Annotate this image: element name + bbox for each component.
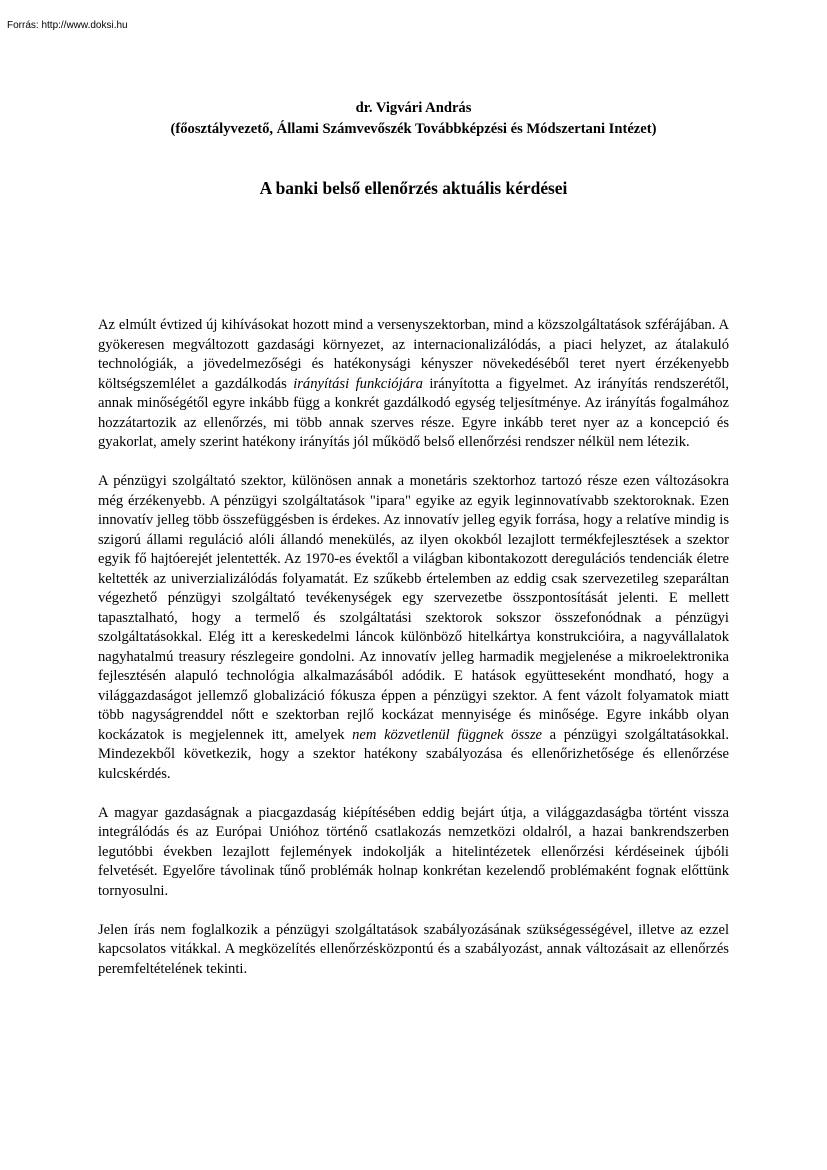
author-block — [0, 98, 827, 140]
paragraph — [98, 316, 729, 453]
author-affiliation: (főosztályvezető, Állami Számvevőszék Továbbképzési és Módszertani Intézet) — [170, 121, 657, 137]
paragraph — [98, 804, 729, 902]
paragraph-text: Jelen írás nem foglalkozik a pénzügyi szolgáltatások szabályozásának szükségességével, illetve az ezzel kapcsolatos vitákkal. A megközelítés ellenőrzésközpontú és a szabályozást, annak változásait az ellenőrzés peremfeltételének tekinti. — [98, 921, 729, 977]
paragraph-text: A pénzügyi szolgáltató szektor, különösen annak a monetáris szektorhoz tartozó része ezen változásokra még érzékenyebb. A pénzügyi szolgáltatások "ipara" egyike az egyik leginnovatívabb szektoroknak. Ezen innovatív jelleg több összefüggésben is érdekes. Az innovatív jelleg egyik forrása, hogy a relatíve mindig is szigorú állami reguláció alóli állandó menekülés, az ilyen okokból lezajlott termékfejlesztések a szektor egyik fő hajtóerejét jelentették. Az 1970-es évektől a világban kibontakozott deregulációs tendenciák életre keltették az univerzializálódás folyamatát. Ez szűkebb értelemben az eddig csak szervezetileg szeparáltan végezhető pénzügyi szolgáltató tevékenységek egy szervezetbe összpontosítását jelenti. E mellett tapasztalható, hogy a termelő és szolgáltatási szektorok sokszor összefonódnak a pénzügyi szolgáltatásokkal. Elég itt a kereskedelmi láncok különböző hitelkártya konstrukcióira, a nagyvállalatok nagyhatalmú treasury részlegeire gondolni. Az innovatív jelleg harmadik megjelenése a mikroelektronika fejlesztésén alapuló technológia alkalmazásából adódik. E hatások együtteseként mondható, hogy a világgazdaságot jellemző globalizáció fókusza éppen a pénzügyi szektor. A fent vázolt folyamatok miatt több nagyságrenddel nőtt e szektorban rejlő kockázat mennyisége és minősége. Egyre inkább olyan kockázatok is megjelennek itt, amelyek — [98, 473, 729, 743]
paragraph-emphasis: nem közvetlenül függnek össze — [352, 726, 542, 743]
paragraph-text: a pénzügyi szolgáltatásokkal. Mindezekből következik, hogy a szektor hatékony szabályozása és ellenőrizhetősége és ellenőrzése kulcskérdés. — [98, 726, 729, 782]
body-text — [98, 316, 729, 999]
document-title: A banki belső ellenőrzés aktuális kérdései — [259, 178, 568, 198]
source-note: Forrás: http://www.doksi.hu — [7, 20, 128, 31]
author-name: dr. Vigvári András — [355, 100, 472, 116]
paragraph-emphasis: irányítási funkciójára — [293, 375, 423, 392]
paragraph-text: A magyar gazdaságnak a piacgazdaság kiépítésében eddig bejárt útja, a világgazdaságba történt vissza integrálódás és az Európai Unióhoz történő csatlakozás nemzetközi oldalról, a hazai bankrendszerben legutóbbi években lezajlott fejlemények indokolják a hitelintézetek ellenőrzési kérdéseinek újbóli felvetését. Egyelőre távolinak tűnő problémák holnap konkrétan kezelendő problémaként fognak előttünk tornyosulni. — [98, 804, 729, 899]
paragraph — [98, 472, 729, 784]
paragraph — [98, 921, 729, 980]
paragraph-text: irányította a figyelmet. Az irányítás rendszerétől, annak minőségétől egyre inkább függ a konkrét gazdálkodó egység teljesítménye. Az irányítás fogalmához hozzátartozik az ellenőrzés, mi több annak szerves része. Egyre inkább teret nyer az a koncepció és gyakorlat, amely szerint hatékony irányítás jól működő belső ellenőrzési rendszer nélkül nem létezik. — [98, 375, 729, 450]
paragraph-text: Az elmúlt évtized új kihívásokat hozott mind a versenyszektorban, mind a közszolgáltatások szférájában. A gyökeresen megváltozott gazdasági környezet, az internacionalizálódás, a piaci helyzet, az átalakuló technológiák, a jövedelmezőségi és hatékonysági kényszer növekedéséből teret nyert érzékenyebb költségszemlélet a gazdálkodás — [98, 317, 729, 392]
